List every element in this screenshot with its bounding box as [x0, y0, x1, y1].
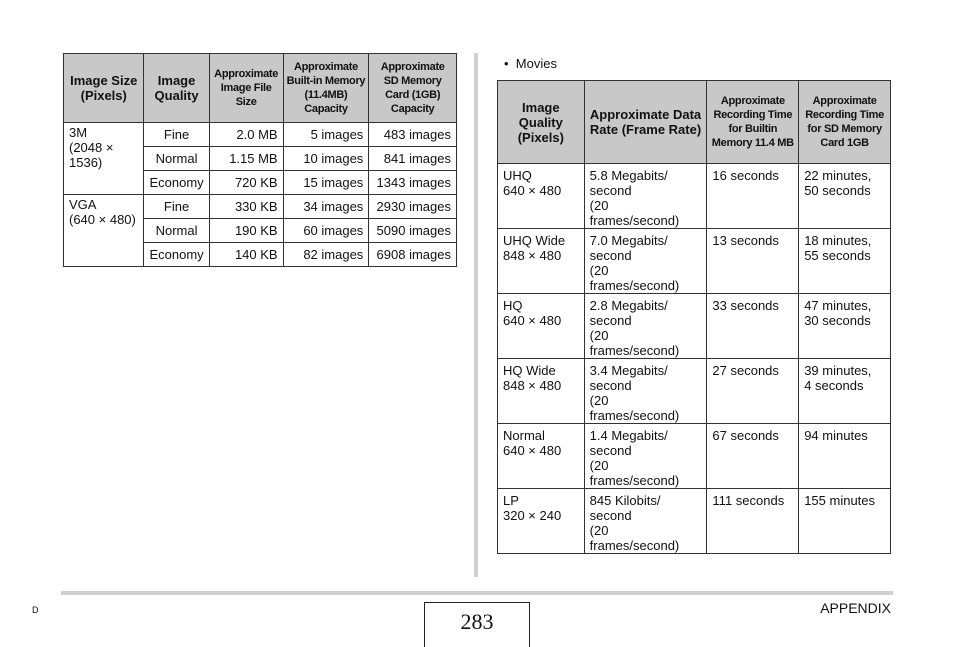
- header-data-rate: Approximate Data Rate (Frame Rate): [584, 81, 707, 164]
- data-rate-cell: 3.4 Megabits/ second (20 frames/second): [584, 359, 707, 424]
- table-row: [498, 424, 891, 489]
- data-rate-cell: 845 Kilobits/ second (20 frames/second): [584, 489, 707, 554]
- table-row: [498, 229, 891, 294]
- builtin-cell: 82 images: [283, 243, 369, 267]
- header-image-quality: Image Quality: [144, 54, 209, 123]
- quality-cell: Normal: [144, 147, 209, 171]
- builtin-time-cell: 27 seconds: [707, 359, 799, 424]
- builtin-time-cell: 33 seconds: [707, 294, 799, 359]
- sd-time-cell: 155 minutes: [799, 489, 891, 554]
- movie-quality-cell: HQ Wide 848 × 480: [498, 359, 585, 424]
- file-size-cell: 1.15 MB: [209, 147, 283, 171]
- table-row: [64, 123, 457, 147]
- sd-cell: 5090 images: [369, 219, 457, 243]
- data-rate-cell: 5.8 Megabits/ second (20 frames/second): [584, 164, 707, 229]
- movie-quality-cell: HQ 640 × 480: [498, 294, 585, 359]
- builtin-time-cell: 16 seconds: [707, 164, 799, 229]
- movies-label: Movies: [515, 56, 557, 71]
- size-cell: VGA (640 × 480): [64, 195, 144, 267]
- builtin-time-cell: 13 seconds: [707, 229, 799, 294]
- builtin-cell: 34 images: [283, 195, 369, 219]
- data-rate-cell: 2.8 Megabits/ second (20 frames/second): [584, 294, 707, 359]
- section-label: APPENDIX: [820, 600, 891, 616]
- file-size-cell: 140 KB: [209, 243, 283, 267]
- sd-time-cell: 18 minutes, 55 seconds: [799, 229, 891, 294]
- header-sd-time: Approximate Recording Time for SD Memory Card 1GB: [799, 81, 891, 164]
- file-size-cell: 720 KB: [209, 171, 283, 195]
- quality-cell: Normal: [144, 219, 209, 243]
- quality-cell: Economy: [144, 243, 209, 267]
- movie-quality-cell: LP 320 × 240: [498, 489, 585, 554]
- footer-rule: [61, 591, 893, 595]
- header-image-size: Image Size (Pixels): [64, 54, 144, 123]
- data-rate-cell: 7.0 Megabits/ second (20 frames/second): [584, 229, 707, 294]
- quality-cell: Fine: [144, 123, 209, 147]
- sd-cell: 841 images: [369, 147, 457, 171]
- file-size-cell: 330 KB: [209, 195, 283, 219]
- builtin-cell: 5 images: [283, 123, 369, 147]
- quality-cell: Fine: [144, 195, 209, 219]
- data-rate-cell: 1.4 Megabits/ second (20 frames/second): [584, 424, 707, 489]
- header-builtin-capacity: Approximate Built-in Memory (11.4MB) Capacity: [283, 54, 369, 123]
- quality-cell: Economy: [144, 171, 209, 195]
- sd-cell: 1343 images: [369, 171, 457, 195]
- header-movie-quality: Image Quality (Pixels): [498, 81, 585, 164]
- movie-recording-table: [497, 80, 891, 554]
- column-divider: [474, 53, 478, 577]
- table-row: [64, 195, 457, 219]
- table-row: [498, 489, 891, 554]
- page-number: 283: [424, 602, 530, 647]
- sd-cell: 6908 images: [369, 243, 457, 267]
- table-row: [498, 294, 891, 359]
- sd-time-cell: 94 minutes: [799, 424, 891, 489]
- builtin-cell: 10 images: [283, 147, 369, 171]
- builtin-time-cell: 111 seconds: [707, 489, 799, 554]
- movie-quality-cell: UHQ 640 × 480: [498, 164, 585, 229]
- page-marker: D: [32, 605, 39, 615]
- sd-cell: 2930 images: [369, 195, 457, 219]
- builtin-time-cell: 67 seconds: [707, 424, 799, 489]
- bullet-icon: •: [504, 56, 516, 71]
- movie-quality-cell: UHQ Wide 848 × 480: [498, 229, 585, 294]
- movie-quality-cell: Normal 640 × 480: [498, 424, 585, 489]
- photo-capacity-table: [63, 53, 457, 267]
- table-row: [498, 359, 891, 424]
- header-file-size: Approximate Image File Size: [209, 54, 283, 123]
- file-size-cell: 190 KB: [209, 219, 283, 243]
- sd-time-cell: 39 minutes, 4 seconds: [799, 359, 891, 424]
- sd-cell: 483 images: [369, 123, 457, 147]
- movies-bullet: [504, 56, 557, 71]
- sd-time-cell: 47 minutes, 30 seconds: [799, 294, 891, 359]
- table-row: [498, 164, 891, 229]
- file-size-cell: 2.0 MB: [209, 123, 283, 147]
- sd-time-cell: 22 minutes, 50 seconds: [799, 164, 891, 229]
- builtin-cell: 15 images: [283, 171, 369, 195]
- size-cell: 3M (2048 × 1536): [64, 123, 144, 195]
- builtin-cell: 60 images: [283, 219, 369, 243]
- header-builtin-time: Approximate Recording Time for Builtin Memory 11.4 MB: [707, 81, 799, 164]
- header-sd-capacity: Approximate SD Memory Card (1GB) Capacity: [369, 54, 457, 123]
